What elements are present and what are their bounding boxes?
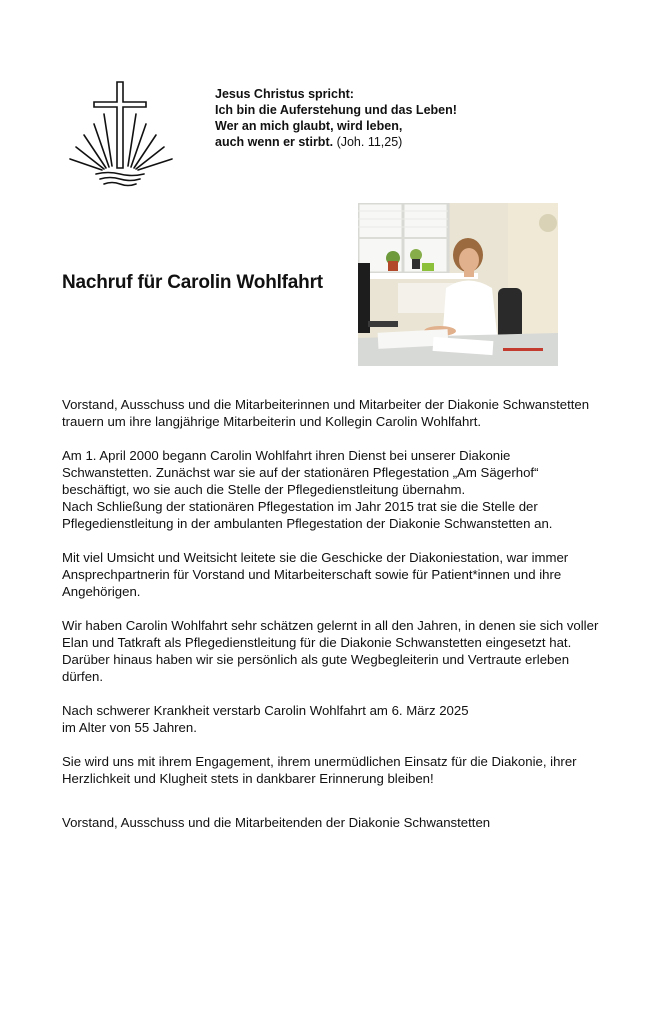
paragraph-career <box>62 447 602 532</box>
portrait-photo <box>358 203 558 366</box>
signature: Vorstand, Ausschuss und die Mitarbeitenden der Diakonie Schwanstetten <box>62 815 491 830</box>
paragraph-intro: Vorstand, Ausschuss und die Mitarbeiterinnen und Mitarbeiter der Diakonie Schwanstetten trauern um ihre langjährige Mitarbeiterin und Kollegin Carolin Wohlfahrt. <box>62 397 590 429</box>
paragraph-appreciation: Wir haben Carolin Wohlfahrt sehr schätzen gelernt in all den Jahren, in denen sie sich voller Elan und Tatkraft als Pflegedienstleitung für die Diakonie Schwanstetten eingesetzt hat. Darüber hinaus haben wir sie persönlich als gute Wegbegleiterin und Vertraute erleben dürfen. <box>62 618 599 684</box>
paragraph-career-start: Am 1. April 2000 begann Carolin Wohlfahrt ihren Dienst bei unserer Diakonie Schwanstetten. Zunächst war sie auf der stationären Pflegestation „Am Sägerhof“ beschäftigt, wo sie auch die Stelle der Pflegedienstleitung übernahm. <box>62 448 539 497</box>
obituary-text <box>62 396 602 848</box>
death-notice-line-1: Nach schwerer Krankheit verstarb Carolin Wohlfahrt am 6. März 2025 <box>62 703 469 718</box>
paragraph-death-notice <box>62 702 602 736</box>
paragraph-leadership: Mit viel Umsicht und Weitsicht leitete sie die Geschicke der Diakoniestation, war immer Ansprechpartnerin für Vorstand und Mitarbeiterschaft sowie für Patient*innen und ihre Angehörigen. <box>62 550 569 599</box>
verse-line-1: Jesus Christus spricht: <box>215 87 354 101</box>
verse-line-4: auch wenn er stirbt. <box>215 135 334 149</box>
verse-line-2: Ich bin die Auferstehung und das Leben! <box>215 103 457 117</box>
page-title: Nachruf für Carolin Wohlfahrt <box>62 272 323 293</box>
verse-reference: (Joh. 11,25) <box>333 135 403 149</box>
verse-line-3: Wer an mich glaubt, wird leben, <box>215 119 403 133</box>
bible-verse <box>215 86 545 150</box>
paragraph-career-continued: Nach Schließung der stationären Pflegestation im Jahr 2015 trat sie die Stelle der Pflegedienstleitung in der ambulanten Pflegestation der Diakonie Schwanstetten an. <box>62 499 553 531</box>
paragraph-remembrance: Sie wird uns mit ihrem Engagement, ihrem unermüdlichen Einsatz für die Diakonie, ihrer Herzlichkeit und Klugheit stets in dankbarer Erinnerung bleiben! <box>62 754 577 786</box>
death-notice-line-2: im Alter von 55 Jahren. <box>62 720 197 735</box>
cross-sunrise-icon <box>66 80 176 192</box>
